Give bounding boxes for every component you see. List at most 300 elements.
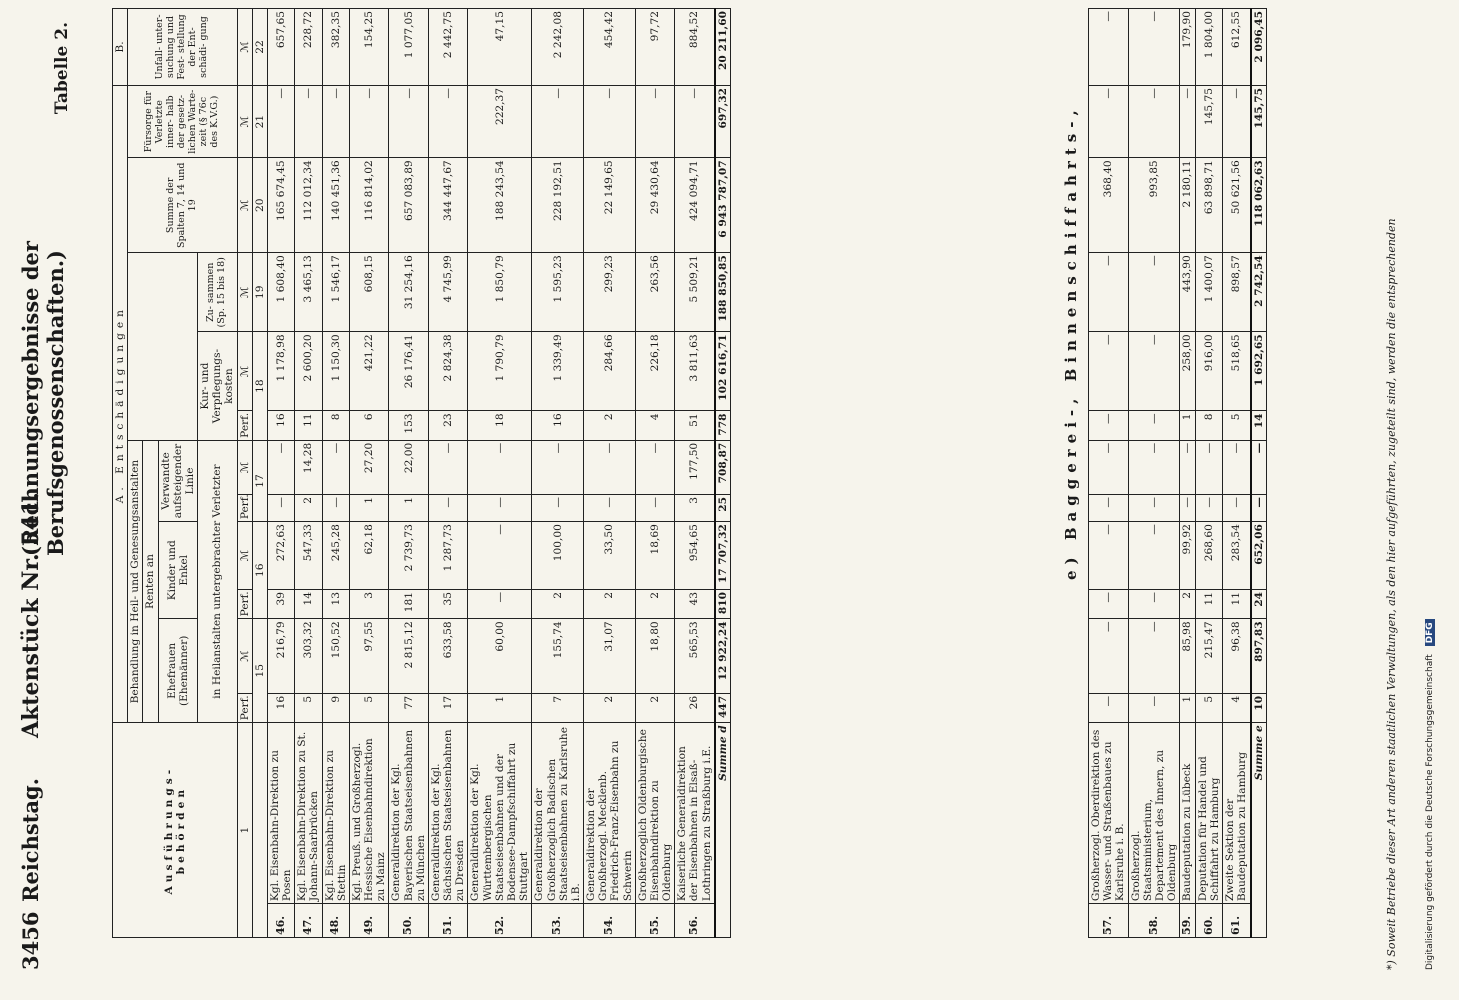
cell-m22: 97,72	[635, 9, 675, 86]
dfg-logo: DFG	[1425, 619, 1435, 646]
cell-p16: 2	[635, 589, 675, 618]
running-head-aktenstueck: Aktenstück Nr. 541.	[18, 492, 44, 738]
cell-p15: 1	[468, 693, 532, 722]
cell-m17: —	[1195, 440, 1222, 494]
cell-p16: 43	[675, 589, 715, 618]
digitization-text: Digitalisierung gefördert durch die Deutsche Forschungsgemeinschaft	[1425, 654, 1435, 970]
header-colnum-20: 20	[252, 158, 267, 253]
cell-m18: —	[1128, 332, 1180, 411]
header-behandlung: Behandlung in Heil- und Genesungsanstalten	[128, 440, 143, 722]
sum-cell-p18: 14	[1251, 411, 1267, 440]
cell-m22: 47,15	[468, 9, 532, 86]
cell-m19: 608,15	[349, 253, 389, 332]
authority-name: Kaiserliche Generaldirektion der Eisenbahnen in Elsaß-Lothringen zu Straßburg i.E.	[675, 723, 715, 904]
cell-p15: 17	[428, 693, 468, 722]
table-row	[675, 9, 715, 938]
sum-cell-p16: 24	[1251, 589, 1267, 618]
cell-p15: 26	[675, 693, 715, 722]
cell-m17: 27,20	[349, 440, 389, 494]
header-mark: ℳ	[237, 158, 252, 253]
cell-p18: 16	[267, 411, 294, 440]
cell-m20: 228 192,51	[532, 158, 584, 253]
cell-p18: 6	[349, 411, 389, 440]
header-mark: ℳ	[237, 9, 252, 86]
table-row	[1223, 9, 1251, 938]
running-head-title: (Rechnungsergebnisse der Berufsgenossenschaften.)	[18, 241, 68, 556]
cell-p15: 2	[635, 693, 675, 722]
cell-m22: 2 242,08	[532, 9, 584, 86]
cell-m15: 215,47	[1195, 619, 1222, 694]
table-row	[1089, 9, 1129, 938]
row-number: 47.	[295, 904, 322, 938]
cell-m21: —	[349, 85, 389, 157]
row-number: 60.	[1195, 904, 1222, 938]
cell-p18: 1	[1180, 411, 1196, 440]
header-fuersorge: Fürsorge für Verletzte inner- halb der gesetz- lichen Warte- zeit (§ 76c des K.V.G.)	[128, 85, 237, 157]
cell-m20: 63 898,71	[1195, 158, 1222, 253]
cell-m22: 154,25	[349, 9, 389, 86]
cell-p17: 2	[295, 495, 322, 522]
header-summe: Summe der Spalten 7, 14 und 19	[128, 158, 237, 253]
cell-p18: 153	[389, 411, 429, 440]
cell-p17: 1	[349, 495, 389, 522]
row-number: 55.	[635, 904, 675, 938]
cell-m15: 633,58	[428, 619, 468, 694]
cell-p17: —	[532, 495, 584, 522]
sum-cell-m19: 188 850,85	[715, 253, 731, 332]
cell-p15: —	[1128, 693, 1180, 722]
cell-m19: 1 546,17	[322, 253, 349, 332]
cell-m21: —	[635, 85, 675, 157]
sum-cell-m19: 2 742,54	[1251, 253, 1267, 332]
cell-m19: —	[1089, 253, 1129, 332]
cell-m20: 140 451,36	[322, 158, 349, 253]
authority-name: Kgl. Eisenbahn-Direktion zu St. Johann-Saarbrücken	[295, 723, 322, 904]
cell-m22: 612,55	[1223, 9, 1251, 86]
authority-name: Kgl. Eisenbahn-Direktion zu Posen	[267, 723, 294, 904]
header-in-heilanstalten: in Heilanstalten untergebrachter Verletzter	[198, 440, 238, 722]
header-mark: ℳ	[237, 85, 252, 157]
cell-m21: 145,75	[1195, 85, 1222, 157]
cell-p18: —	[1128, 411, 1180, 440]
sum-cell-m22: 2 096,45	[1251, 9, 1267, 86]
row-number: 49.	[349, 904, 389, 938]
cell-m18: 258,00	[1180, 332, 1196, 411]
table-row	[322, 9, 349, 938]
header-pers: Perf.	[237, 589, 252, 618]
cell-m16: 954,65	[675, 522, 715, 590]
cell-p16: —	[1089, 589, 1129, 618]
cell-p18: 4	[635, 411, 675, 440]
cell-m16: 62,18	[349, 522, 389, 590]
sum-cell-m22: 20 211,60	[715, 9, 731, 86]
cell-m16: 100,00	[532, 522, 584, 590]
cell-m20: 165 674,45	[267, 158, 294, 253]
sum-cell-m15: 12 922,24	[715, 619, 731, 694]
cell-p17: 1	[389, 495, 429, 522]
cell-m18: 3 811,63	[675, 332, 715, 411]
header-ehefrauen: Ehefrauen (Ehemänner)	[158, 619, 198, 723]
sum-cell-p17: —	[1251, 495, 1267, 522]
cell-m17: —	[1089, 440, 1129, 494]
cell-m16: 268,60	[1195, 522, 1222, 590]
cell-m18: 2 600,20	[295, 332, 322, 411]
cell-p16: 13	[322, 589, 349, 618]
cell-p17: —	[428, 495, 468, 522]
cell-m22: —	[1089, 9, 1129, 86]
authority-name: Generaldirektion der Kgl. Bayerischen Staatseisenbahnen zu München	[389, 723, 429, 904]
cell-p15: 9	[322, 693, 349, 722]
cell-p18: 8	[1195, 411, 1222, 440]
cell-m19: 1 850,79	[468, 253, 532, 332]
authority-name: Generaldirektion der Kgl. Württembergischen Staatseisenbahnen und der Bodensee-Dampfschiffahrt zu Stuttgart	[468, 723, 532, 904]
cell-m22: —	[1128, 9, 1180, 86]
cell-m19: 1 595,23	[532, 253, 584, 332]
cell-m16: 2 739,73	[389, 522, 429, 590]
header-mark: ℳ	[237, 619, 252, 694]
cell-m16: —	[1128, 522, 1180, 590]
cell-m15: —	[1128, 619, 1180, 694]
cell-p17: —	[468, 495, 532, 522]
cell-m15: 18,80	[635, 619, 675, 694]
cell-m18: 26 176,41	[389, 332, 429, 411]
cell-m15: 85,98	[1180, 619, 1196, 694]
table-row	[1180, 9, 1196, 938]
cell-p18: 11	[295, 411, 322, 440]
cell-p17: —	[1195, 495, 1222, 522]
cell-p17: 3	[675, 495, 715, 522]
cell-m15: 60,00	[468, 619, 532, 694]
cell-m22: 179,90	[1180, 9, 1196, 86]
cell-m19: 299,23	[584, 253, 636, 332]
cell-p16: 181	[389, 589, 429, 618]
cell-m15: —	[1089, 619, 1129, 694]
cell-m20: 116 814,02	[349, 158, 389, 253]
cell-m21: —	[1089, 85, 1129, 157]
cell-m17: —	[584, 440, 636, 494]
cell-p18: 8	[322, 411, 349, 440]
authority-name: Zweite Sektion der Baudeputation zu Hamburg	[1223, 723, 1251, 904]
sum-cell-m18: 1 692,65	[1251, 332, 1267, 411]
cell-m20: 22 149,65	[584, 158, 636, 253]
cell-m17: —	[1223, 440, 1251, 494]
authority-name: Großherzogl. Staatsministerium, Departement des Innern, zu Oldenburg	[1128, 723, 1180, 904]
cell-p18: 5	[1223, 411, 1251, 440]
header-colnum-16: 16	[252, 522, 267, 619]
cell-m17: —	[635, 440, 675, 494]
header-b: B.	[113, 9, 128, 86]
cell-m20: 188 243,54	[468, 158, 532, 253]
cell-m20: 2 180,11	[1180, 158, 1196, 253]
cell-m18: 284,66	[584, 332, 636, 411]
cell-p15: 2	[584, 693, 636, 722]
cell-m18: 1 339,49	[532, 332, 584, 411]
cell-p16: 11	[1223, 589, 1251, 618]
cell-m20: 344 447,67	[428, 158, 468, 253]
sum-cell-m18: 102 616,71	[715, 332, 731, 411]
row-number: 48.	[322, 904, 349, 938]
header-colnum-22: 22	[252, 9, 267, 86]
row-number: 53.	[532, 904, 584, 938]
cell-p18: 2	[584, 411, 636, 440]
cell-m22: 2 442,75	[428, 9, 468, 86]
cell-m20: 368,40	[1089, 158, 1129, 253]
row-number: 56.	[675, 904, 715, 938]
cell-p17: —	[267, 495, 294, 522]
cell-m19: 263,56	[635, 253, 675, 332]
table-row	[584, 9, 636, 938]
authority-name: Generaldirektion der Großherzogl. Mecklenb. Friedrich-Franz-Eisenbahn zu Schwerin	[584, 723, 636, 904]
cell-m19: 3 465,13	[295, 253, 322, 332]
cell-p16: —	[1128, 589, 1180, 618]
sum-label: Summe d	[715, 723, 731, 938]
cell-m20: 657 083,89	[389, 158, 429, 253]
table-row	[267, 9, 294, 938]
sum-cell-m20: 118 062,63	[1251, 158, 1267, 253]
cell-m21: 222,37	[468, 85, 532, 157]
cell-m17: —	[428, 440, 468, 494]
cell-m15: 31,07	[584, 619, 636, 694]
cell-m16: 33,50	[584, 522, 636, 590]
cell-p16: 35	[428, 589, 468, 618]
table-row	[389, 9, 429, 938]
cell-p17: —	[1180, 495, 1196, 522]
cell-m15: 150,52	[322, 619, 349, 694]
cell-m20: 50 621,56	[1223, 158, 1251, 253]
sum-label: Summe e	[1251, 723, 1267, 938]
table-row	[295, 9, 322, 938]
cell-p17: —	[1128, 495, 1180, 522]
cell-m17: 177,50	[675, 440, 715, 494]
sum-cell-m17: 708,87	[715, 440, 731, 494]
cell-p18: 16	[532, 411, 584, 440]
sum-cell-m21: 697,32	[715, 85, 731, 157]
sum-row	[1251, 9, 1267, 938]
cell-m21: —	[584, 85, 636, 157]
sum-cell-m15: 897,83	[1251, 619, 1267, 694]
cell-p16: 2	[1180, 589, 1196, 618]
header-pers: Perf.	[237, 411, 252, 440]
cell-m22: 1 077,05	[389, 9, 429, 86]
cell-p15: 5	[295, 693, 322, 722]
cell-m16: —	[1089, 522, 1129, 590]
table-section-d	[112, 8, 731, 938]
cell-m22: 657,65	[267, 9, 294, 86]
header-colnum-19: 19	[252, 253, 267, 332]
cell-m20: 993,85	[1128, 158, 1180, 253]
table-section-e	[1088, 8, 1267, 938]
cell-p18: 51	[675, 411, 715, 440]
cell-m16: 283,54	[1223, 522, 1251, 590]
header-mark: ℳ	[237, 522, 252, 590]
cell-p17: —	[1089, 495, 1129, 522]
cell-m20: 29 430,64	[635, 158, 675, 253]
cell-m15: 2 815,12	[389, 619, 429, 694]
cell-m18: 1 150,30	[322, 332, 349, 411]
cell-m22: 884,52	[675, 9, 715, 86]
cell-m22: 454,42	[584, 9, 636, 86]
header-kur: Kur- und Verpflegungs- kosten	[198, 332, 238, 440]
cell-m15: 565,53	[675, 619, 715, 694]
header-verwandte: Verwandte aufsteigender Linie	[158, 440, 198, 521]
cell-m19: —	[1128, 253, 1180, 332]
cell-p17: —	[584, 495, 636, 522]
table-row	[1195, 9, 1222, 938]
cell-m19: 1 608,40	[267, 253, 294, 332]
cell-p15: 77	[389, 693, 429, 722]
cell-m19: 1 400,07	[1195, 253, 1222, 332]
cell-p17: —	[635, 495, 675, 522]
cell-p15: 4	[1223, 693, 1251, 722]
cell-m15: 96,38	[1223, 619, 1251, 694]
header-renten-an: Renten an	[143, 440, 158, 722]
row-number: 59.	[1180, 904, 1196, 938]
cell-m21: —	[675, 85, 715, 157]
cell-p16: 2	[532, 589, 584, 618]
cell-p17: —	[322, 495, 349, 522]
cell-m18: 916,00	[1195, 332, 1222, 411]
row-number: 58.	[1128, 904, 1180, 938]
header-colnum-18: 18	[252, 332, 267, 440]
cell-m16: 272,63	[267, 522, 294, 590]
table-row	[349, 9, 389, 938]
header-kinder: Kinder und Enkel	[158, 522, 198, 619]
cell-m18: —	[1089, 332, 1129, 411]
header-pers: Perf.	[237, 495, 252, 522]
cell-p15: 7	[532, 693, 584, 722]
row-number: 50.	[389, 904, 429, 938]
cell-m21: —	[1128, 85, 1180, 157]
header-ausfuehrungsbehoerden: Ausführungs- behörden	[113, 723, 238, 938]
cell-m18: 421,22	[349, 332, 389, 411]
authority-name: Deputation für Handel und Schiffahrt zu Hamburg	[1195, 723, 1222, 904]
cell-m21: —	[532, 85, 584, 157]
cell-m16: 18,69	[635, 522, 675, 590]
cell-p18: 23	[428, 411, 468, 440]
cell-m21: —	[389, 85, 429, 157]
cell-m15: 303,32	[295, 619, 322, 694]
cell-m16: 245,28	[322, 522, 349, 590]
cell-m18: 518,65	[1223, 332, 1251, 411]
cell-m17: —	[267, 440, 294, 494]
sum-cell-p17: 25	[715, 495, 731, 522]
authority-name: Baudeputation zu Lübeck	[1180, 723, 1196, 904]
sum-cell-p15: 447	[715, 693, 731, 722]
header-zusammen-group	[128, 253, 198, 441]
cell-p16: 14	[295, 589, 322, 618]
header-colnum-21: 21	[252, 85, 267, 157]
authority-name: Kgl. Eisenbahn-Direktion zu Stettin	[322, 723, 349, 904]
section-e-heading: e) Baggerei-, Binnenschiffahrts-,	[1062, 104, 1080, 580]
cell-m16: 1 287,73	[428, 522, 468, 590]
cell-p16: 3	[349, 589, 389, 618]
sum-cell-m16: 17 707,32	[715, 522, 731, 590]
row-number: 52.	[468, 904, 532, 938]
cell-m17: —	[322, 440, 349, 494]
sum-row	[715, 9, 731, 938]
cell-m17: —	[468, 440, 532, 494]
sum-cell-p18: 778	[715, 411, 731, 440]
cell-m22: 1 804,00	[1195, 9, 1222, 86]
cell-p16: 11	[1195, 589, 1222, 618]
row-number: 51.	[428, 904, 468, 938]
authority-name: Kgl. Preuß. und Großherzogl. Hessische Eisenbahndirektion zu Mainz	[349, 723, 389, 904]
cell-m19: 31 254,16	[389, 253, 429, 332]
header-colnum-17: 17	[252, 440, 267, 521]
cell-p17: —	[1223, 495, 1251, 522]
cell-m19: 898,57	[1223, 253, 1251, 332]
authority-name: Großherzogl. Oberdirektion des Wasser- und Straßenbaues zu Karlsruhe i. B.	[1089, 723, 1129, 904]
cell-m17: —	[1128, 440, 1180, 494]
cell-m20: 112 012,34	[295, 158, 322, 253]
cell-m21: —	[1223, 85, 1251, 157]
cell-m16: —	[468, 522, 532, 590]
cell-m18: 2 824,38	[428, 332, 468, 411]
row-number: 61.	[1223, 904, 1251, 938]
cell-p16: —	[468, 589, 532, 618]
table-row	[1128, 9, 1180, 938]
cell-m16: 547,33	[295, 522, 322, 590]
cell-m15: 216,79	[267, 619, 294, 694]
page-number: 3456	[18, 911, 43, 970]
cell-p16: 2	[584, 589, 636, 618]
authority-name: Großherzoglich Oldenburgische Eisenbahndirektion zu Oldenburg	[635, 723, 675, 904]
cell-m17: —	[1180, 440, 1196, 494]
running-head-reichstag: Reichstag.	[18, 778, 43, 902]
cell-p15: 16	[267, 693, 294, 722]
cell-m17: 22,00	[389, 440, 429, 494]
cell-p15: 1	[1180, 693, 1196, 722]
cell-p18: —	[1089, 411, 1129, 440]
header-mark: ℳ	[237, 332, 252, 411]
table-row	[428, 9, 468, 938]
cell-p16: 39	[267, 589, 294, 618]
cell-m18: 1 178,98	[267, 332, 294, 411]
header-mark: ℳ	[237, 253, 252, 332]
header-zusammen: Zu- sammen (Sp. 15 bis 18)	[198, 253, 238, 332]
table-row	[532, 9, 584, 938]
cell-m21: —	[295, 85, 322, 157]
cell-m20: 424 094,71	[675, 158, 715, 253]
digitization-credit	[1425, 619, 1435, 970]
header-pers: Perf.	[237, 693, 252, 722]
header-colnum-blank	[252, 723, 267, 938]
cell-m22: 382,35	[322, 9, 349, 86]
sum-cell-p16: 810	[715, 589, 731, 618]
cell-m19: 4 745,99	[428, 253, 468, 332]
cell-p15: 5	[349, 693, 389, 722]
table-row	[635, 9, 675, 938]
cell-m21: —	[322, 85, 349, 157]
cell-m21: —	[1180, 85, 1196, 157]
row-number: 54.	[584, 904, 636, 938]
cell-m22: 228,72	[295, 9, 322, 86]
cell-m17: 14,28	[295, 440, 322, 494]
footnote: *) Soweit Betriebe dieser Art anderen staatlichen Verwaltungen, als den hier aufgeführten, zugeteilt sind, werden die entsprechenden	[1385, 218, 1398, 970]
cell-m16: 99,92	[1180, 522, 1196, 590]
sum-cell-m16: 652,06	[1251, 522, 1267, 590]
sum-cell-m17: —	[1251, 440, 1267, 494]
header-mark: ℳ	[237, 440, 252, 494]
cell-m15: 155,74	[532, 619, 584, 694]
row-number: 57.	[1089, 904, 1129, 938]
authority-name: Generaldirektion der Kgl. Sächsischen Staatseisenbahnen zu Dresden	[428, 723, 468, 904]
cell-m18: 1 790,79	[468, 332, 532, 411]
cell-p15: —	[1089, 693, 1129, 722]
cell-m21: —	[428, 85, 468, 157]
table-label: Tabelle 2.	[52, 22, 72, 115]
header-col-1: 1	[237, 723, 252, 938]
